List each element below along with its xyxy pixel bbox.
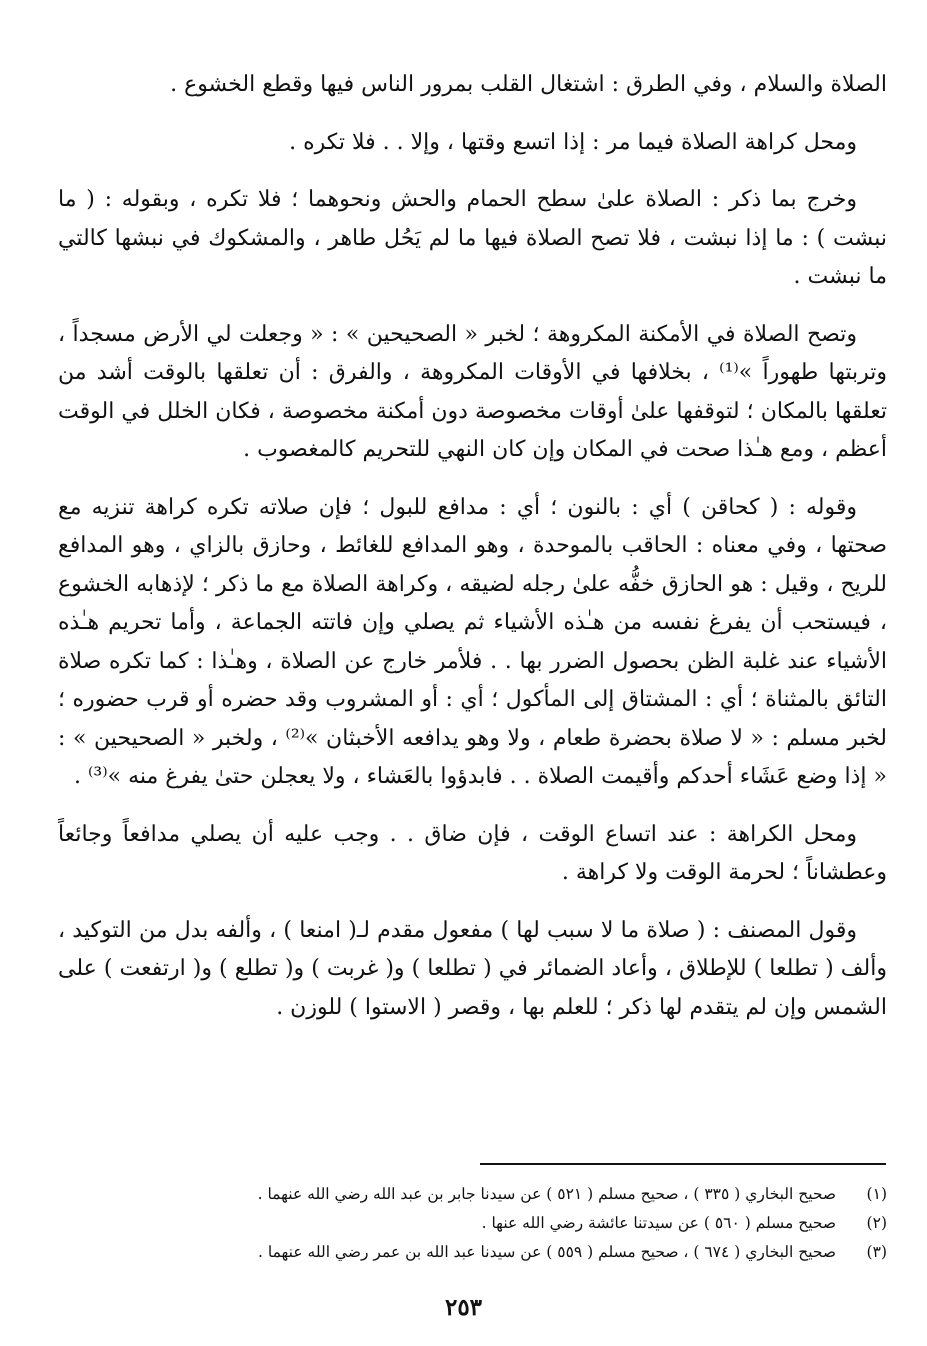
- footnote-separator: [480, 1163, 886, 1165]
- footnote-text: صحيح البخاري ( ٣٣٥ ) ، صحيح مسلم ( ٥٢١ ) عن سيدنا جابر بن عبد الله رضي الله عنهما .: [257, 1185, 837, 1203]
- footnote-text: صحيح مسلم ( ٥٦٠ ) عن سيدتنا عائشة رضي الله عنها .: [481, 1214, 837, 1232]
- paragraph-7: وقول المصنف : ( صلاة ما لا سبب لها ) مفعول مقدم لـ( امنعا ) ، وألفه بدل من التوكيد ، وألف ( تطلعا ) للإطلاق ، وأعاد الضمائر في ( تطلعا ) و( غربت ) و( تطلع ) و( ارتفعت ) على الشمس وإن لم يتقدم لها ذكر ؛ للعلم بها ، وقصر ( الاستوا ) للوزن .: [58, 917, 887, 1020]
- footnote-number: (٣): [866, 1243, 887, 1261]
- paragraph-1: الصلاة والسلام ، وفي الطرق : اشتغال القلب بمرور الناس فيها وقطع الخشوع .: [170, 72, 887, 97]
- footnote-1: [58, 1180, 887, 1209]
- footnote-number: (٢): [866, 1214, 887, 1232]
- paragraph-4: وتصح الصلاة في الأمكنة المكروهة ؛ لخبر « الصحيحين » : « وجعلت لي الأرض مسجداً ، وتربتها طهوراً »⁽¹⁾ ، بخلافها في الأوقات المكروهة ، والفرق : أن تعلقها بالوقت أشد من تعلقها بالمكان ؛ لتوقفها علىٰ أوقات مخصوصة دون أمكنة مخصوصة ، فكان الخلل في الوقت أعظم ، ومع هـٰذا صحت في المكان وإن كان النهي للتحريم كالمغصوب .: [58, 321, 887, 462]
- paragraph-2: ومحل كراهة الصلاة فيما مر : إذا اتسع وقتها ، وإلا . . فلا تكره .: [289, 129, 857, 155]
- footnote-text: صحيح البخاري ( ٦٧٤ ) ، صحيح مسلم ( ٥٥٩ ) عن سيدنا عبد الله بن عمر رضي الله عنهما .: [258, 1243, 837, 1261]
- footnote-3: [58, 1238, 887, 1267]
- footnote-2: [58, 1209, 887, 1238]
- page-number: ٢٥٣: [444, 1294, 483, 1321]
- footnotes: [58, 1180, 887, 1267]
- paragraph-3: وخرج بما ذكر : الصلاة علىٰ سطح الحمام والحش ونحوهما ؛ فلا تكره ، وبقوله : ( ما نبشت ) : ما إذا نبشت ، فلا تصح الصلاة فيها ما لم يَحُل طاهر ، والمشكوك في نبشها كالتي ما نبشت .: [58, 187, 887, 289]
- paragraph-6: ومحل الكراهة : عند اتساع الوقت ، فإن ضاق . . وجب عليه أن يصلي مدافعاً وجائعاً وعطشاناً ؛ لحرمة الوقت ولا كراهة .: [58, 821, 887, 885]
- footnote-number: (١): [866, 1185, 887, 1203]
- paragraph-5: وقوله : ( كحاقن ) أي : بالنون ؛ أي : مدافع للبول ؛ فإن صلاته تكره كراهة تنزيه مع صحتها ، وفي معناه : الحاقب بالموحدة ، وهو المدافع للغائط ، وحازق بالزاي ، وهو المدافع للريح ، وقيل : هو الحازق خفُّه علىٰ رجله لضيقه ، وكراهة الصلاة مع ما ذكر ؛ لإذهابه الخشوع ، فيستحب أن يفرغ نفسه من هـٰذه الأشياء ثم يصلي وإن فاتته الجماعة ، وأما تحريم هـٰذه الأشياء عند غلبة الظن بحصول الضرر بها . . فلأمر خارج عن الصلاة ، وهـٰذا : كما تكره صلاة التائق بالمثناة ؛ أي : المشتاق إلى المأكول ؛ أي : أو المشروب وقد حضره أو قرب حضوره ؛ لخبر مسلم : « لا صلاة بحضرة طعام ، ولا وهو يدافعه الأخبثان »⁽²⁾ ، ولخبر « الصحيحين » : « إذا وضع عَشَاء أحدكم وأقيمت الصلاة . . فابدؤوا بالعَشاء ، ولا يعجلن حتىٰ يفرغ منه »⁽³⁾ .: [58, 494, 887, 789]
